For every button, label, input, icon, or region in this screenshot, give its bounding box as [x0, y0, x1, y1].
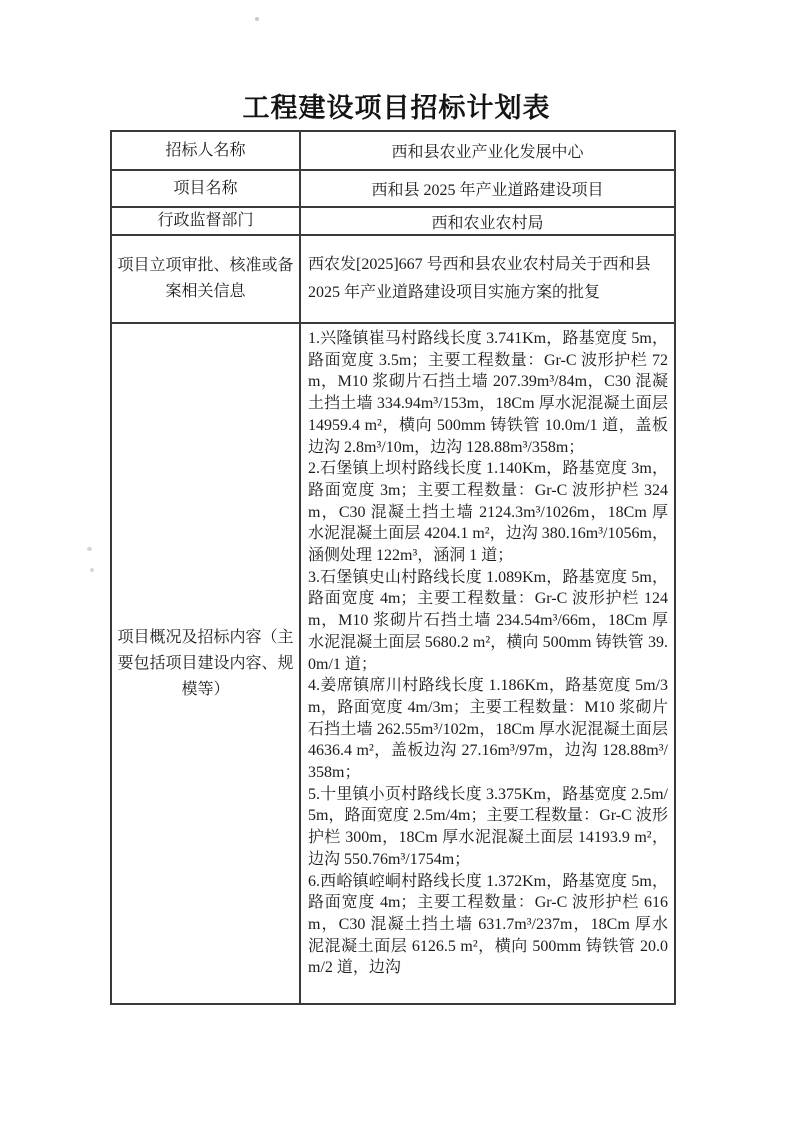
project-overview-value	[300, 323, 675, 1004]
scan-artifact	[90, 568, 94, 572]
tenderer-name-label: 招标人名称	[111, 131, 300, 170]
overview-item-3: 3.石堡镇史山村路线长度 1.089Km，路基宽度 5m，路面宽度 4m；主要工程数量：Gr-C 波形护栏 124m，M10 浆砌片石挡土墙 234.54m³/66m，18Cm 厚水泥混凝土面层 5680.2 m²，横向 500mm 铸铁管 39.0m/1 道；	[308, 568, 668, 673]
page-title: 工程建设项目招标计划表	[242, 93, 551, 123]
approval-info-label: 项目立项审批、核准或备案相关信息	[111, 235, 300, 323]
overview-item-4: 4.姜席镇席川村路线长度 1.186Km，路基宽度 5m/3m，路面宽度 4m/3m；主要工程数量：M10 浆砌片石挡土墙 262.55m³/102m，18Cm 厚水泥混凝土面层 4636.4 m²，盖板边沟 27.16m³/97m，边沟 128.88m³/358m；	[308, 677, 668, 782]
table-row-tenderer	[111, 131, 675, 170]
table-row-project-name	[111, 170, 675, 207]
supervisory-dept-value: 西和农业农村局	[300, 207, 675, 235]
scan-artifact	[255, 17, 259, 21]
overview-item-6: 6.西峪镇崆峒村路线长度 1.372Km，路基宽度 5m，路面宽度 4m；主要工程数量：Gr-C 波形护栏 616m，C30 混凝土挡土墙 631.7m³/237m，18Cm 厚水泥混凝土面层 6126.5 m²，横向 500mm 铸铁管 20.0m/2 道，边沟	[308, 872, 668, 977]
bidding-plan-table	[110, 130, 676, 1005]
table-row-approval-info	[111, 235, 675, 323]
overview-item-2: 2.石堡镇上坝村路线长度 1.140Km，路基宽度 3m，路面宽度 3m；主要工程数量：Gr-C 波形护栏 324m，C30 混凝土挡土墙 2124.3m³/1026m，18Cm 厚水泥混凝土面层 4204.1 m²，边沟 380.16m³/1056m，涵侧处理 122m³，涵洞 1 道；	[308, 460, 668, 565]
approval-info-value: 西农发[2025]667 号西和县农业农村局关于西和县 2025 年产业道路建设项目实施方案的批复	[300, 235, 675, 323]
project-name-value: 西和县 2025 年产业道路建设项目	[300, 170, 675, 207]
project-overview-label: 项目概况及招标内容（主要包括项目建设内容、规模等）	[111, 323, 300, 1004]
table-row-project-overview	[111, 323, 675, 1004]
tenderer-name-value: 西和县农业产业化发展中心	[300, 131, 675, 170]
project-overview-content	[301, 324, 674, 1001]
project-name-label: 项目名称	[111, 170, 300, 207]
overview-item-5: 5.十里镇小页村路线长度 3.375Km，路基宽度 2.5m/5m，路面宽度 2.5m/4m；主要工程数量：Gr-C 波形护栏 300m，18Cm 厚水泥混凝土面层 14193.9 m²，边沟 550.76m³/1754m；	[308, 785, 668, 868]
overview-item-1: 1.兴隆镇崔马村路线长度 3.741Km，路基宽度 5m，路面宽度 3.5m；主要工程数量：Gr-C 波形护栏 72m，M10 浆砌片石挡土墙 207.39m³/84m，C30 混凝土挡土墙 334.94m³/153m，18Cm 厚水泥混凝土面层 14959.4 m²，横向 500mm 铸铁管 10.0m/1 道，盖板边沟 2.8m³/10m，边沟 128.88m³/358m；	[308, 330, 668, 456]
scan-artifact	[87, 547, 92, 551]
supervisory-dept-label: 行政监督部门	[111, 207, 300, 235]
table-row-supervisory-dept	[111, 207, 675, 235]
